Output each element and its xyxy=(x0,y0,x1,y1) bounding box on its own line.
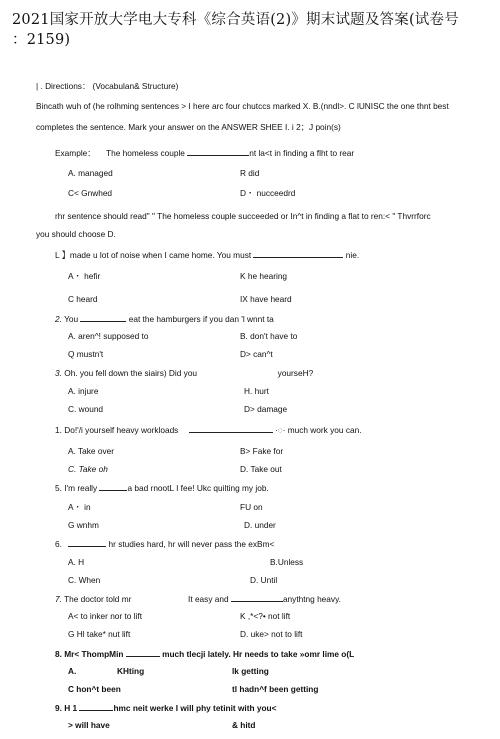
question-9-stem xyxy=(55,702,276,714)
directions-line-1: Bincath wuh of (he rolhming sentences > I here arc four chutccs marked X. B.(nndl>. C lUNISC the one thnt best xyxy=(36,101,449,111)
q6-option-a: A. H xyxy=(68,557,85,567)
answer-blank xyxy=(231,593,283,602)
answer-blank xyxy=(187,147,249,156)
q1-option-c: C heard xyxy=(68,294,98,304)
q5-stem-a: I'm really xyxy=(64,483,98,493)
q6-number: 6. xyxy=(55,539,62,549)
question-6-stem xyxy=(55,538,274,550)
q2-option-b: B. don't have to xyxy=(240,331,298,341)
answer-blank xyxy=(253,249,343,258)
q1-stem-b: nie. xyxy=(345,250,360,260)
example-option-a: A. managed xyxy=(68,168,113,178)
q5-option-d: D. under xyxy=(244,520,276,530)
q8-option-a-label: A. xyxy=(68,666,77,676)
q2-stem-a: You xyxy=(64,314,79,324)
q2-option-a: A. aren^! supposed to xyxy=(68,331,149,341)
example-stem-b: nt la<t in finding a flht to rear xyxy=(249,148,355,158)
q3-option-d: D> damage xyxy=(244,404,288,414)
question-4-stem xyxy=(55,424,362,436)
example-option-d: D・ nucceedrd xyxy=(240,188,296,198)
q7-option-d: D. uke> not to lift xyxy=(240,629,303,639)
question-5-stem xyxy=(55,482,269,494)
question-1-stem xyxy=(55,249,359,261)
q2-number: 2. xyxy=(55,314,62,324)
q7-option-b: K ,*<?• not lift xyxy=(240,611,291,621)
q7-option-c: G Hl take* nut lift xyxy=(68,629,131,639)
example-option-b: R did xyxy=(240,168,260,178)
answer-blank xyxy=(79,702,113,711)
document-title xyxy=(12,10,488,50)
q4-option-a: A. Take over xyxy=(68,446,114,456)
answer-blank xyxy=(99,482,127,491)
q6-option-c: C. When xyxy=(68,575,101,585)
question-7-stem xyxy=(55,593,341,605)
q5-number: 5. xyxy=(55,483,62,493)
q9-option-b: & hitd xyxy=(232,720,256,730)
q5-option-b: FU on xyxy=(240,502,263,512)
q4-option-d: D. Take out xyxy=(240,464,282,474)
directions-line-2: completes the sentence. Mark your answer on the ANSWER SHEE I. i 2；J poin(s) xyxy=(36,122,341,132)
q1-stem-a: L 】made u lot of noise when I came home. You must xyxy=(55,250,252,260)
q7-number: 7. xyxy=(55,594,62,604)
title-line-1: 2021国家开放大学电大专科《综合英语(2)》期末试题及答案(试卷号 xyxy=(12,12,459,28)
q8-stem-a: Mr< ThompMin xyxy=(64,649,124,659)
example-stem xyxy=(55,147,354,159)
q2-option-d: D> can^t xyxy=(240,349,273,359)
answer-blank xyxy=(126,648,160,657)
q7-option-a: A< to inker nor to lift xyxy=(68,611,143,621)
q4-stem-a: 1. Do!'/i yourself heavy workloads xyxy=(55,425,179,435)
q8-option-a: KHting xyxy=(117,666,145,676)
q9-stem-b: hmc neit werke I will phy tetinit with you< xyxy=(113,703,277,713)
answer-blank xyxy=(189,424,273,433)
q9-number: 9. xyxy=(55,703,62,713)
q8-option-c: C hon^t been xyxy=(68,684,121,694)
q4-option-c: C. Take oh xyxy=(68,464,108,474)
q3-option-c: C. wound xyxy=(68,404,104,414)
example-option-c: C< Gnwhed xyxy=(68,188,113,198)
q3-number: 3. xyxy=(55,368,62,378)
example-stem-a: The homeless couple xyxy=(106,148,185,158)
q5-option-a: A・ in xyxy=(68,502,91,512)
q4-option-b: B> Fake for xyxy=(240,446,284,456)
answer-blank xyxy=(80,313,126,322)
example-note-line-2: you should choose D. xyxy=(36,229,116,239)
example-note-line-1: rhr sentence should read" " The homeless couple succeeded or In^t in finding a flat to ren:< " Thvrrforc xyxy=(55,211,431,221)
q8-option-d: tl hadn^f been getting xyxy=(232,684,319,694)
section-heading: | . Directions： (Vocabulan& Structure) xyxy=(36,81,179,91)
q3-stem-b: yourseH? xyxy=(277,368,314,378)
q3-option-a: A. injure xyxy=(68,386,99,396)
q6-stem-b: hr studies hard, hr will never pass the exBm< xyxy=(108,539,275,549)
q1-option-d: IX have heard xyxy=(240,294,292,304)
q7-stem-mid: It easy and xyxy=(188,594,229,604)
q1-option-b: K he hearing xyxy=(240,271,288,281)
q3-stem-a: Oh. you fell down the siairs) Did you xyxy=(64,368,198,378)
q2-stem-b: eat the hamburgers if you dan 'l wnnt ta xyxy=(128,314,274,324)
q8-option-b: lk getting xyxy=(232,666,269,676)
q4-stem-b: ·◌· much work you can. xyxy=(274,425,362,435)
q9-option-a: > will have xyxy=(68,720,110,730)
q8-number: 8. xyxy=(55,649,62,659)
title-line-2: ：2159) xyxy=(12,32,71,48)
question-2-stem xyxy=(55,313,274,325)
q9-stem-a: H 1 xyxy=(64,703,78,713)
q6-option-d: D. Until xyxy=(250,575,278,585)
q6-option-b: B.Unless xyxy=(270,557,304,567)
q2-option-c: Q mustn't xyxy=(68,349,104,359)
q8-stem-b: much tlecji lately. Hr needs to take »omr lime o(L xyxy=(162,649,355,659)
q7-stem-a: The doctor told mr xyxy=(64,594,132,604)
q5-option-c: G wnhm xyxy=(68,520,99,530)
q7-stem-b: anythtng heavy. xyxy=(282,594,341,604)
question-3-stem xyxy=(55,368,313,379)
q5-stem-b: a bad rnootL I fee! Ukc quilting my job. xyxy=(127,483,269,493)
q1-option-a: A・ hefir xyxy=(68,271,101,281)
example-label: Example： xyxy=(55,148,96,158)
question-8-stem xyxy=(55,648,354,660)
answer-blank xyxy=(68,538,106,547)
q3-option-b: H. hurt xyxy=(244,386,269,396)
